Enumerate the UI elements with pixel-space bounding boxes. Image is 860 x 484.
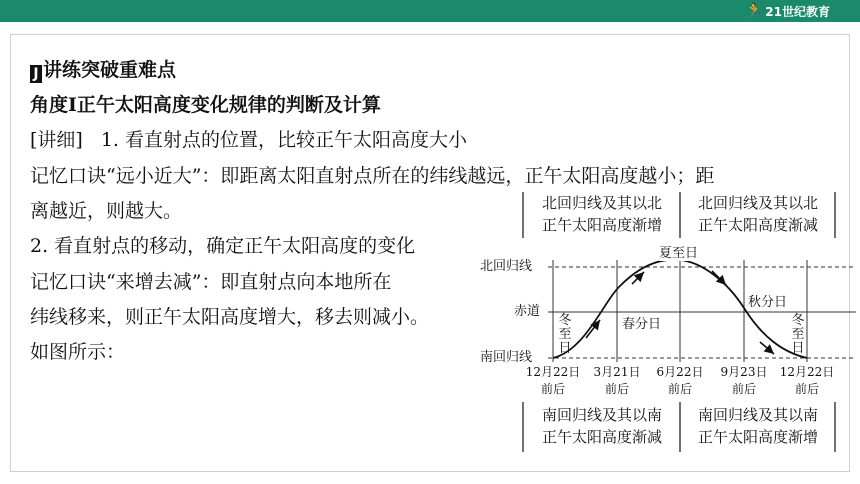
bottom-left-line-2: 正午太阳高度渐减 [541, 428, 662, 446]
logo-text: 21世纪教育 [765, 4, 830, 19]
runner-icon: 🏃 [745, 3, 764, 19]
arrow-3 [712, 271, 726, 285]
date-3: 6月22日 [656, 365, 704, 379]
arrow-4 [760, 342, 774, 354]
top-left-box [526, 192, 678, 236]
summer-solstice-label: 夏至日 [659, 246, 699, 261]
date-1: 12月22日 [525, 365, 581, 379]
bottom-left-box [526, 404, 678, 448]
mnemonic-2-line-2: 纬线移来，则正午太阳高度增大，移去则减小。 [30, 306, 430, 328]
mnemonic-2-line-1: 记忆口诀“来增去减”：即直射点向本地所在 [30, 271, 392, 293]
section-title: 讲练突破重难点 [43, 59, 177, 81]
bottom-right-line-2: 正午太阳高度渐增 [697, 428, 818, 446]
top-left-line-2: 正午太阳高度渐增 [541, 216, 662, 234]
date-label-1 [523, 364, 583, 398]
top-left-line-1: 北回归线及其以北 [541, 194, 662, 212]
winter-solstice-right-label: 冬至日 [791, 313, 805, 356]
point-2-text: 2. 看直射点的移动，确定正午太阳高度的变化 [30, 235, 416, 257]
date-5: 12月22日 [779, 365, 835, 379]
bottom-right-box [682, 404, 834, 448]
mnemonic-1-line-1: 记忆口诀“远小近大”：即距离太阳直射点所在的纬线越远，正午太阳高度越小；距 [30, 165, 715, 187]
section-icon: J [30, 65, 42, 83]
south-tropic-label: 南回归线 [480, 350, 533, 365]
date-2-suffix: 前后 [604, 382, 629, 396]
section-heading [30, 58, 176, 83]
spring-equinox-label: 春分日 [622, 317, 662, 332]
bottom-right-line-1: 南回归线及其以南 [697, 406, 818, 424]
top-banner [0, 0, 860, 22]
date-label-5 [777, 364, 837, 398]
explain-tag: [讲细] [30, 129, 83, 151]
see-figure-text: 如图所示： [30, 341, 126, 363]
date-4-suffix: 前后 [731, 382, 756, 396]
date-2: 3月21日 [593, 365, 641, 379]
date-5-suffix: 前后 [794, 382, 819, 396]
top-right-line-2: 正午太阳高度渐减 [697, 216, 818, 234]
point-1-line [30, 128, 467, 152]
point-1-text: 1. 看直射点的位置，比较正午太阳高度大小 [100, 129, 467, 151]
date-1-suffix: 前后 [540, 382, 565, 396]
brand-logo [746, 2, 830, 20]
date-4: 9月23日 [720, 365, 768, 379]
autumn-equinox-label: 秋分日 [748, 295, 788, 310]
top-right-box [682, 192, 834, 236]
north-tropic-label: 北回归线 [480, 259, 533, 274]
date-label-3 [650, 364, 710, 398]
solar-altitude-diagram [476, 190, 860, 465]
angle-title: 角度Ⅰ正午太阳高度变化规律的判断及计算 [30, 94, 381, 116]
mnemonic-1-line-2: 离越近，则越大。 [30, 200, 183, 222]
date-label-2 [587, 364, 647, 398]
date-3-suffix: 前后 [667, 382, 692, 396]
top-right-line-1: 北回归线及其以北 [697, 194, 818, 212]
winter-solstice-left-label: 冬至日 [558, 313, 572, 356]
equator-label: 赤道 [514, 304, 541, 319]
date-label-4 [714, 364, 774, 398]
bottom-left-line-1: 南回归线及其以南 [541, 406, 662, 424]
